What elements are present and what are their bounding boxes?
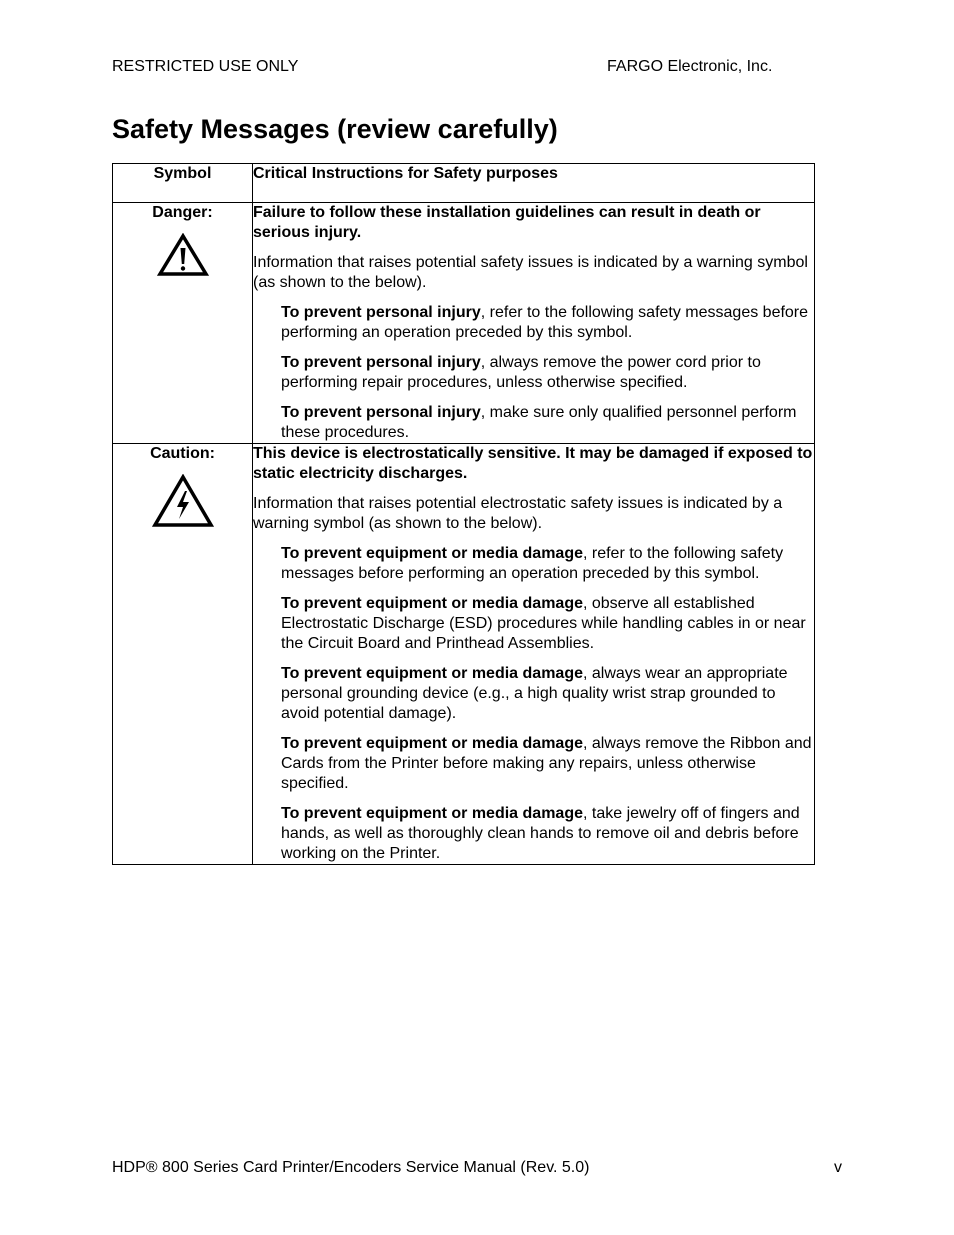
footer-manual-title: HDP® 800 Series Card Printer/Encoders Service Manual (Rev. 5.0) bbox=[112, 1159, 590, 1176]
caution-intro-text: Information that raises potential electrostatic safety issues is indicated by a warning symbol (as shown to the below). bbox=[253, 495, 783, 532]
caution-message: To prevent equipment or media damage, always remove the Ribbon and Cards from the Printer before making any repairs, unless otherwise specified. bbox=[281, 735, 812, 792]
warning-triangle-exclamation-icon bbox=[157, 233, 209, 277]
caution-message: To prevent equipment or media damage, take jewelry off of fingers and hands, as well as thoroughly clean hands to remove oil and debris before working on the Printer. bbox=[281, 805, 800, 862]
danger-intro-text: Information that raises potential safety issues is indicated by a warning symbol (as shown to the below). bbox=[253, 254, 808, 291]
caution-message: To prevent equipment or media damage, observe all established Electrostatic Discharge (ESD) procedures while handling cables in or near the Circuit Board and Printhead Assemblies. bbox=[281, 595, 806, 652]
danger-message: To prevent personal injury, always remove the power cord prior to performing repair procedures, unless otherwise specified. bbox=[281, 354, 761, 391]
column-header-symbol: Symbol bbox=[113, 164, 253, 203]
warning-triangle-lightning-icon bbox=[152, 474, 214, 528]
danger-instructions-cell bbox=[253, 203, 815, 444]
safety-messages-table bbox=[112, 163, 815, 865]
caution-symbol-cell bbox=[113, 444, 253, 865]
danger-label: Danger: bbox=[152, 204, 213, 221]
caution-message: To prevent equipment or media damage, refer to the following safety messages before performing an operation preceded by this symbol. bbox=[281, 545, 784, 582]
danger-message: To prevent personal injury, make sure only qualified personnel perform these procedures. bbox=[281, 404, 797, 441]
table-header-row bbox=[113, 164, 815, 203]
page-title: Safety Messages (review carefully) bbox=[112, 114, 558, 144]
caution-lead-text: This device is electrostatically sensitive. It may be damaged if exposed to static electricity discharges. bbox=[253, 445, 813, 482]
caution-label: Caution: bbox=[150, 445, 215, 462]
table-row-caution bbox=[113, 444, 815, 865]
header-company-name: FARGO Electronic, Inc. bbox=[607, 58, 773, 75]
table-row-danger bbox=[113, 203, 815, 444]
header-restricted-notice: RESTRICTED USE ONLY bbox=[112, 58, 299, 75]
danger-symbol-cell bbox=[113, 203, 253, 444]
caution-message: To prevent equipment or media damage, always wear an appropriate personal grounding device (e.g., a high quality wrist strap grounded to avoid potential damage). bbox=[281, 665, 788, 722]
column-header-instructions: Critical Instructions for Safety purposes bbox=[253, 164, 815, 203]
caution-instructions-cell bbox=[253, 444, 815, 865]
footer-page-number: v bbox=[834, 1159, 842, 1176]
danger-lead-text: Failure to follow these installation guidelines can result in death or serious injury. bbox=[253, 204, 761, 241]
danger-message: To prevent personal injury, refer to the following safety messages before performing an operation preceded by this symbol. bbox=[281, 304, 809, 341]
